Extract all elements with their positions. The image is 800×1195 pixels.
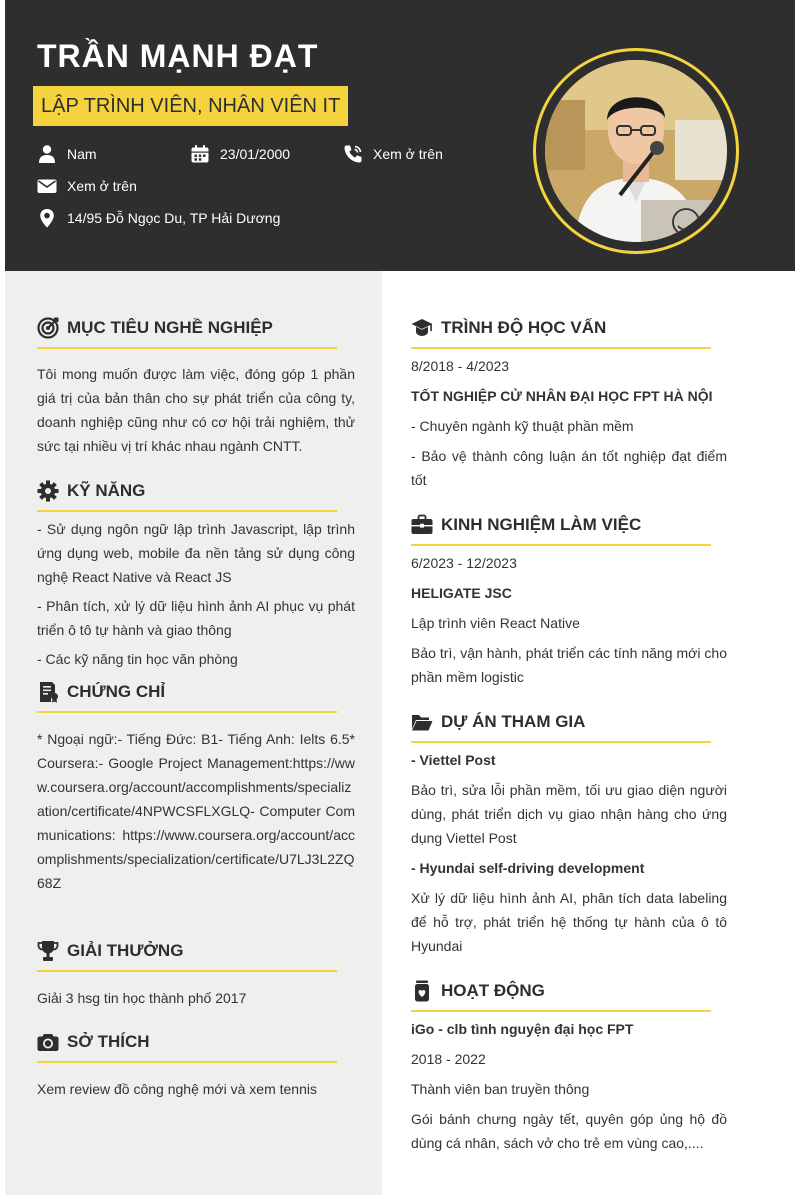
hobbies-text: Xem review đồ công nghệ mới và xem tennis <box>37 1081 317 1097</box>
activity-description: Gói bánh chưng ngày tết, quyên góp ủng hộ đồ dùng cá nhân, sách vở cho trẻ em vùng cao,.... <box>411 1111 727 1151</box>
gender-info <box>37 144 97 164</box>
calendar-icon <box>190 144 210 164</box>
project-name: - Hyundai self-driving development <box>411 860 645 876</box>
project-description: Bảo trì, sửa lỗi phần mềm, tối ưu giao diện người dùng, phát triển dịch vụ giao nhận hàng cho ứng dụng Viettel Post <box>411 782 727 846</box>
target-icon <box>37 317 59 339</box>
awards-text: Giải 3 hsg tin học thành phố 2017 <box>37 990 247 1006</box>
awards-title: GIẢI THƯỞNG <box>67 941 184 960</box>
job-title: LẬP TRÌNH VIÊN, NHÂN VIÊN IT <box>33 86 348 126</box>
dob-value: 23/01/2000 <box>220 146 291 162</box>
certificates-heading <box>37 673 337 713</box>
activity-organization: iGo - clb tình nguyện đại học FPT <box>411 1021 634 1037</box>
experience-company: HELIGATE JSC <box>411 585 512 601</box>
address-value: 14/95 Đỗ Ngọc Du, TP Hải Dương <box>67 210 281 226</box>
trophy-icon <box>37 940 59 962</box>
gender-value: Nam <box>67 146 97 162</box>
hobbies-title: SỞ THÍCH <box>67 1032 150 1051</box>
education-detail: - Bảo vệ thành công luận án tốt nghiệp đạt điểm tốt <box>411 448 727 488</box>
gear-icon <box>37 480 59 502</box>
graduation-cap-icon <box>411 317 433 339</box>
objective-title: MỤC TIÊU NGHỀ NGHIỆP <box>67 318 273 337</box>
skills-title: KỸ NĂNG <box>67 481 146 500</box>
objective-text: Tôi mong muốn được làm việc, đóng góp 1 phần giá trị của bản thân cho sự phát triển của công ty, doanh nghiệp cũng như có cơ hội trải nghiệm, thử sức tại nhiều vị trí khác nhau ngành CNTT. <box>37 366 355 454</box>
education-period: 8/2018 - 4/2023 <box>411 358 510 374</box>
address-info <box>37 208 280 228</box>
certificates-title: CHỨNG CHỈ <box>67 682 166 701</box>
dob-info <box>190 144 290 164</box>
heart-jar-icon <box>411 980 433 1002</box>
education-title: TRÌNH ĐỘ HỌC VẤN <box>441 318 607 337</box>
email-info <box>37 176 137 196</box>
activity-period: 2018 - 2022 <box>411 1051 486 1067</box>
experience-period: 6/2023 - 12/2023 <box>411 555 517 571</box>
certificates-text: * Ngoại ngữ:- Tiếng Đức: B1- Tiếng Anh: Ielts 6.5* Coursera:- Google Project Management:https://www.coursera.org/account/accomplishments/specialization/certificate/4NPWCSFLXGLQ- Computer Communications: https://www.coursera.org/account/accomplishments/specialization/certificate/U7LJ3L2ZQ68Z <box>37 731 355 891</box>
objective-heading <box>37 309 337 349</box>
education-detail: - Chuyên ngành kỹ thuật phần mềm <box>411 418 634 434</box>
email-value: Xem ở trên <box>67 178 137 194</box>
folder-open-icon <box>411 711 433 733</box>
candidate-name: TRẦN MẠNH ĐẠT <box>37 38 319 74</box>
skills-heading <box>37 472 337 512</box>
education-heading <box>411 309 711 349</box>
phone-icon <box>343 144 363 164</box>
envelope-icon <box>37 176 57 196</box>
awards-heading <box>37 932 337 972</box>
briefcase-icon <box>411 514 433 536</box>
phone-info <box>343 144 443 164</box>
profile-photo-frame <box>533 48 739 254</box>
right-column <box>382 271 795 1195</box>
activities-title: HOẠT ĐỘNG <box>441 981 545 1000</box>
certificate-icon <box>37 681 59 703</box>
hobbies-heading <box>37 1023 337 1063</box>
left-column <box>5 271 382 1195</box>
map-pin-icon <box>37 208 57 228</box>
phone-value: Xem ở trên <box>373 146 443 162</box>
project-name: - Viettel Post <box>411 752 496 768</box>
cv-header <box>5 0 795 271</box>
skill-item: - Sử dụng ngôn ngữ lập trình Javascript, lập trình ứng dụng web, mobile đa nền tảng sử dụng công nghệ React Native và React JS <box>37 521 355 585</box>
projects-heading <box>411 703 711 743</box>
education-school: TỐT NGHIỆP CỬ NHÂN ĐẠI HỌC FPT HÀ NỘI <box>411 388 713 404</box>
projects-title: DỰ ÁN THAM GIA <box>441 712 586 731</box>
activity-role: Thành viên ban truyền thông <box>411 1081 590 1097</box>
experience-position: Lập trình viên React Native <box>411 615 580 631</box>
user-icon <box>37 144 57 164</box>
experience-description: Bảo trì, vận hành, phát triển các tính năng mới cho phần mềm logistic <box>411 645 727 685</box>
camera-icon <box>37 1031 59 1053</box>
profile-photo <box>545 60 727 242</box>
experience-title: KINH NGHIỆM LÀM VIỆC <box>441 515 642 534</box>
presenter-photo-illustration <box>545 60 727 242</box>
project-description: Xử lý dữ liệu hình ảnh AI, phân tích data labeling để hỗ trợ, phát triển hệ thống tự hành của ô tô Hyundai <box>411 890 727 954</box>
activities-heading <box>411 972 711 1012</box>
experience-heading <box>411 506 711 546</box>
skill-item: - Các kỹ năng tin học văn phòng <box>37 651 238 667</box>
skill-item: - Phân tích, xử lý dữ liệu hình ảnh AI phục vụ phát triển ô tô tự hành và giao thông <box>37 598 355 638</box>
